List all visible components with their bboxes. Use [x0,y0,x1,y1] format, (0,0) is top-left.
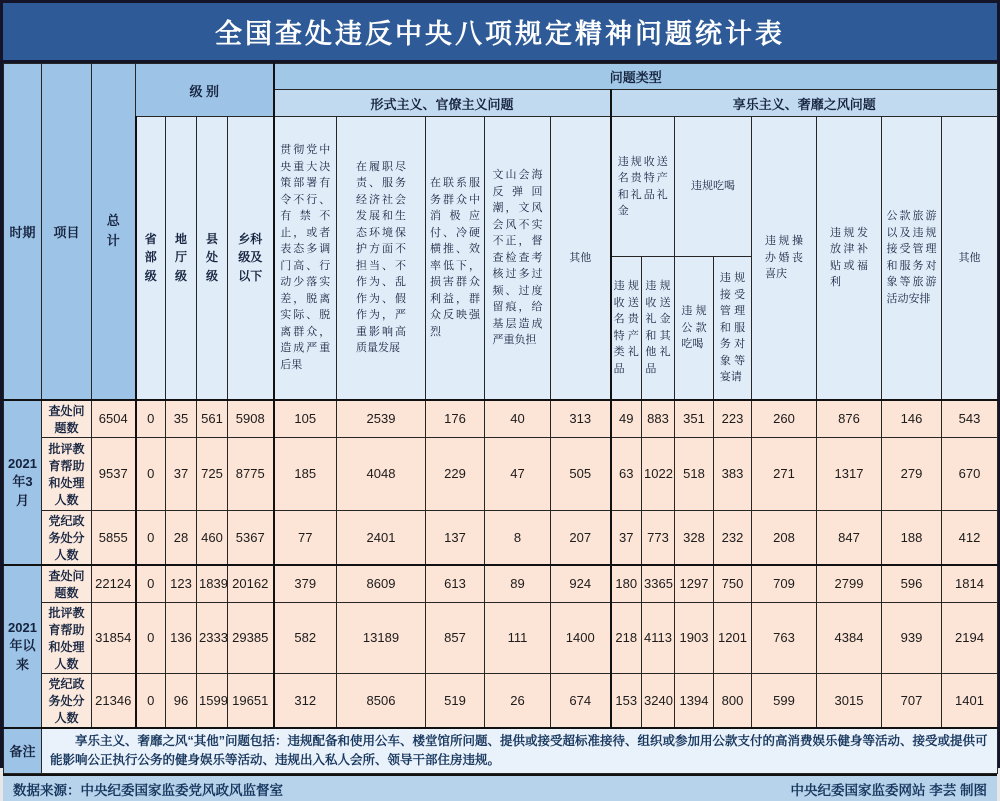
data-cell: 5855 [92,510,136,565]
data-cell: 2401 [337,510,426,565]
data-cell: 9537 [92,437,136,510]
row-item-label: 批评教育帮助和处理人数 [42,602,92,673]
data-cell: 146 [882,400,942,438]
remark-label: 备注 [4,728,42,774]
data-cell: 0 [136,565,166,603]
data-cell: 939 [882,602,942,673]
data-cell: 8609 [337,565,426,603]
col-header-gift-money: 违规收送礼金和其他礼品 [642,257,675,400]
data-cell: 1022 [642,437,675,510]
data-cell: 6504 [92,400,136,438]
data-cell: 49 [611,400,642,438]
data-cell: 19651 [228,673,274,728]
col-header-county: 县处级 [197,117,228,400]
data-cell: 31854 [92,602,136,673]
data-cell: 1401 [942,673,998,728]
data-cell: 518 [675,437,714,510]
data-cell: 136 [166,602,197,673]
col-group-problem-type: 问题类型 [274,64,998,90]
data-cell: 725 [197,437,228,510]
col-header-provincial: 省部级 [136,117,166,400]
data-cell: 89 [485,565,551,603]
data-cell: 1814 [942,565,998,603]
data-cell: 111 [485,602,551,673]
data-cell: 13189 [337,602,426,673]
row-item-label: 党纪政务处分人数 [42,510,92,565]
data-cell: 505 [551,437,611,510]
data-cell: 412 [942,510,998,565]
data-cell: 229 [426,437,485,510]
row-item-label: 查处问题数 [42,400,92,438]
data-cell: 4113 [642,602,675,673]
data-cell: 1297 [675,565,714,603]
data-cell: 0 [136,510,166,565]
col-group-gifts: 违规收送名贵特产和礼品礼金 [611,117,675,257]
data-cell: 519 [426,673,485,728]
data-cell: 1903 [675,602,714,673]
data-cell: 0 [136,602,166,673]
data-cell: 22124 [92,565,136,603]
col-header-formalism-other: 其他 [551,117,611,400]
data-cell: 599 [752,673,817,728]
data-source-text: 数据来源：中央纪委国家监委党风政风监督室 [13,782,283,798]
data-cell: 0 [136,400,166,438]
data-cell: 596 [882,565,942,603]
data-cell: 218 [611,602,642,673]
data-cell: 37 [611,510,642,565]
data-cell: 1394 [675,673,714,728]
col-group-formalism: 形式主义、官僚主义问题 [274,90,611,117]
data-cell: 3015 [817,673,882,728]
col-header-formalism-4: 文山会海反弹回潮，文风会风不实不正，督查检查考核过多过频、过度留痕，给基层造成严重负担 [485,117,551,400]
data-cell: 21346 [92,673,136,728]
data-cell: 180 [611,565,642,603]
data-cell: 96 [166,673,197,728]
col-header-formalism-1: 贯彻党中央重大决策部署有令不行、有禁不止，或者表态多调门高、行动少落实差，脱离实际、脱离群众，造成严重后果 [274,117,337,400]
data-cell: 35 [166,400,197,438]
col-header-travel: 公款旅游以及违规接受管理和服务对象等旅游活动安排 [882,117,942,400]
remark-text: 享乐主义、奢靡之风“其他”问题包括：违规配备和使用公车、楼堂馆所问题、提供或接受超标准接待、组织或参加用公款支付的高消费娱乐健身等活动、接受或提供可能影响公正执行公务的健身娱乐等活动、违规出入私人会所、领导干部住房违规。 [42,728,998,774]
data-cell: 2799 [817,565,882,603]
data-cell: 613 [426,565,485,603]
data-cell: 63 [611,437,642,510]
data-cell: 8506 [337,673,426,728]
data-cell: 3365 [642,565,675,603]
data-cell: 313 [551,400,611,438]
data-cell: 0 [136,673,166,728]
data-cell: 857 [426,602,485,673]
col-header-weddings: 违规操办婚丧喜庆 [752,117,817,400]
data-cell: 773 [642,510,675,565]
data-cell: 1839 [197,565,228,603]
data-cell: 379 [274,565,337,603]
data-cell: 3240 [642,673,675,728]
data-cell: 847 [817,510,882,565]
data-cell: 4384 [817,602,882,673]
data-cell: 279 [882,437,942,510]
data-cell: 26 [485,673,551,728]
data-cell: 0 [136,437,166,510]
data-cell: 800 [714,673,752,728]
row-item-label: 党纪政务处分人数 [42,673,92,728]
data-cell: 1599 [197,673,228,728]
data-cell: 460 [197,510,228,565]
col-header-period: 时期 [4,64,42,400]
period-label: 2021年3月 [4,400,42,565]
data-cell: 582 [274,602,337,673]
data-cell: 137 [426,510,485,565]
data-cell: 77 [274,510,337,565]
data-cell: 709 [752,565,817,603]
data-cell: 328 [675,510,714,565]
col-header-item: 项目 [42,64,92,400]
data-cell: 207 [551,510,611,565]
row-item-label: 批评教育帮助和处理人数 [42,437,92,510]
data-cell: 4048 [337,437,426,510]
data-cell: 123 [166,565,197,603]
col-header-gift-specialty: 违规收送名贵特产类礼品 [611,257,642,400]
page-title: 全国查处违反中央八项规定精神问题统计表 [3,3,997,63]
credit-text: 中央纪委国家监委网站 李芸 制图 [790,782,987,798]
row-item-label: 查处问题数 [42,565,92,603]
data-cell: 383 [714,437,752,510]
data-cell: 561 [197,400,228,438]
data-cell: 40 [485,400,551,438]
col-group-meals: 违规吃喝 [675,117,752,257]
col-header-public-funds-dining: 违规公款吃喝 [675,257,714,400]
data-cell: 223 [714,400,752,438]
data-cell: 37 [166,437,197,510]
col-group-level: 级 别 [136,64,274,117]
data-cell: 351 [675,400,714,438]
data-cell: 8 [485,510,551,565]
col-header-banquet: 违规接受管理和服务对象等宴请 [714,257,752,400]
data-cell: 47 [485,437,551,510]
col-header-prefecture: 地厅级 [166,117,197,400]
data-cell: 2333 [197,602,228,673]
col-header-formalism-2: 在履职尽责、服务经济社会发展和生态环境保护方面不担当、不作为、乱作为、假作为，严重影响高质量发展 [337,117,426,400]
data-cell: 5367 [228,510,274,565]
data-cell: 208 [752,510,817,565]
data-cell: 1317 [817,437,882,510]
data-cell: 2194 [942,602,998,673]
data-cell: 876 [817,400,882,438]
data-cell: 707 [882,673,942,728]
data-cell: 763 [752,602,817,673]
data-cell: 312 [274,673,337,728]
data-cell: 924 [551,565,611,603]
data-cell: 20162 [228,565,274,603]
data-cell: 105 [274,400,337,438]
data-cell: 1400 [551,602,611,673]
data-cell: 185 [274,437,337,510]
footer-bar [3,774,997,801]
data-cell: 2539 [337,400,426,438]
data-cell: 883 [642,400,675,438]
data-cell: 260 [752,400,817,438]
data-cell: 28 [166,510,197,565]
data-cell: 29385 [228,602,274,673]
col-header-total: 总计 [92,64,136,400]
data-cell: 8775 [228,437,274,510]
data-cell: 674 [551,673,611,728]
statistics-table [3,63,998,774]
col-header-township: 乡科级及以下 [228,117,274,400]
col-header-allowances: 违规发放津补贴或福利 [817,117,882,400]
data-cell: 153 [611,673,642,728]
data-cell: 188 [882,510,942,565]
data-cell: 176 [426,400,485,438]
data-cell: 271 [752,437,817,510]
data-cell: 670 [942,437,998,510]
col-header-hedonism-other: 其他 [942,117,998,400]
data-cell: 1201 [714,602,752,673]
data-cell: 543 [942,400,998,438]
col-group-hedonism: 享乐主义、奢靡之风问题 [611,90,998,117]
data-cell: 750 [714,565,752,603]
period-label: 2021年以来 [4,565,42,728]
col-header-formalism-3: 在联系服务群众中消极应付、冷硬横推、效率低下，损害群众利益，群众反映强烈 [426,117,485,400]
data-cell: 232 [714,510,752,565]
data-cell: 5908 [228,400,274,438]
